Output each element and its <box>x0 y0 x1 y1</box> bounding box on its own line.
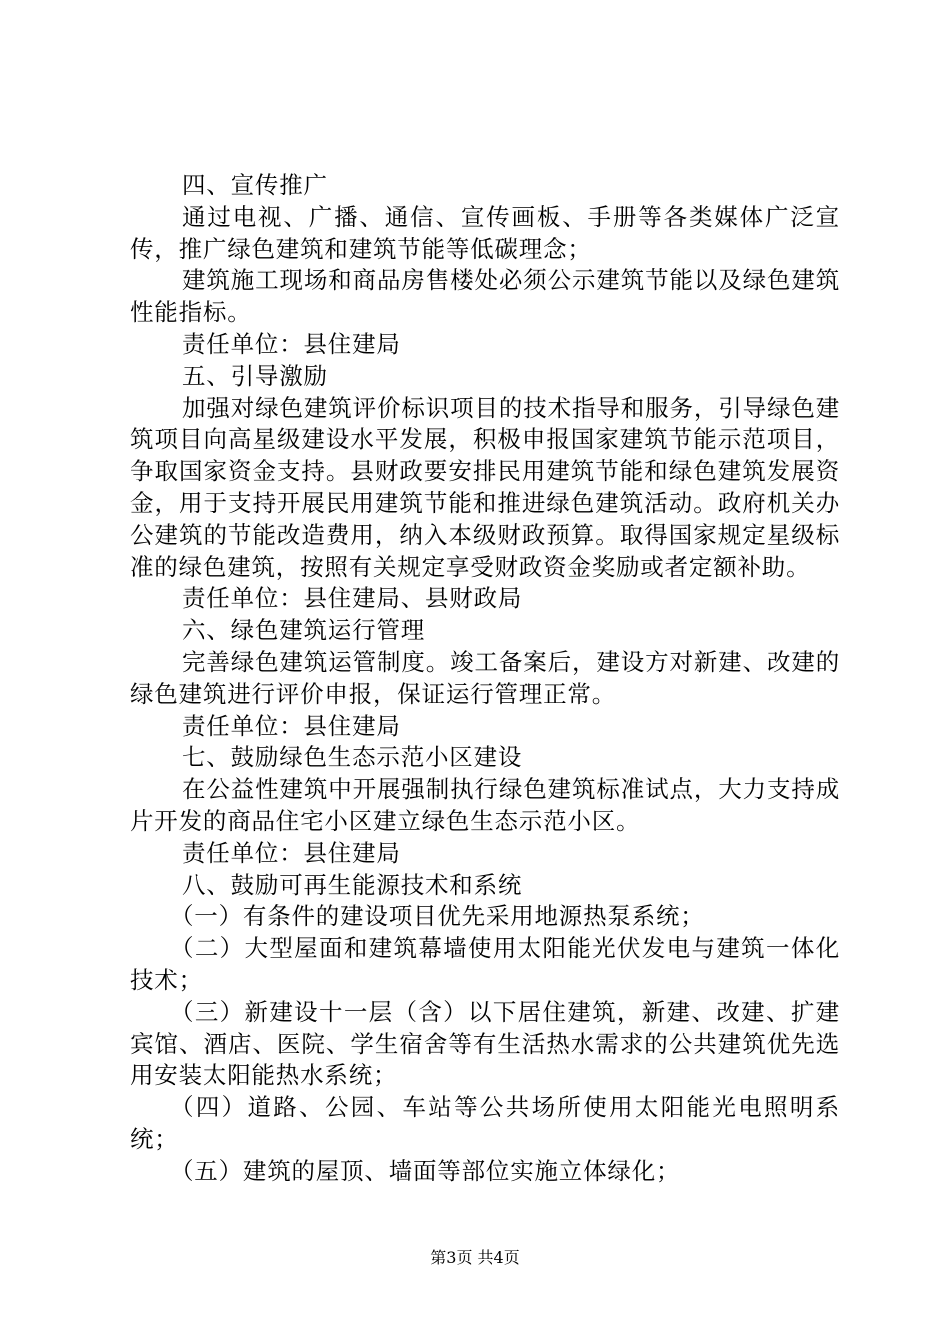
responsible-unit: 责任单位：县住建局、县财政局 <box>182 584 523 613</box>
responsible-unit: 责任单位：县住建局 <box>182 329 401 358</box>
list-item: （二）大型屋面和建筑幕墙使用太阳能光伏发电与建筑一体化技术； <box>130 934 840 994</box>
paragraph: 在公益性建筑中开展强制执行绿色建筑标准试点，大力支持成片开发的商品住宅小区建立绿色生态示范小区。 <box>130 775 840 835</box>
section-heading: 七、鼓励绿色生态示范小区建设 <box>182 743 523 772</box>
list-item: （一）有条件的建设项目优先采用地源热泵系统； <box>170 902 705 931</box>
responsible-unit: 责任单位：县住建局 <box>182 711 401 740</box>
responsible-unit: 责任单位：县住建局 <box>182 838 401 867</box>
list-item: （四）道路、公园、车站等公共场所使用太阳能光电照明系统； <box>130 1093 840 1153</box>
section-heading: 八、鼓励可再生能源技术和系统 <box>182 870 523 899</box>
document-body <box>130 170 840 1188</box>
paragraph: 加强对绿色建筑评价标识项目的技术指导和服务，引导绿色建筑项目向高星级建设水平发展，积极申报国家建筑节能示范项目，争取国家资金支持。县财政要安排民用建筑节能和绿色建筑发展资金，用于支持开展民用建筑节能和推进绿色建筑活动。政府机关办公建筑的节能改造费用，纳入本级财政预算。取得国家规定星级标准的绿色建筑，按照有关规定享受财政资金奖励或者定额补助。 <box>130 393 840 581</box>
section-heading: 四、宣传推广 <box>182 171 328 199</box>
list-item: （五）建筑的屋顶、墙面等部位实施立体绿化； <box>170 1156 681 1185</box>
section-heading: 五、引导激励 <box>182 361 328 390</box>
paragraph: 完善绿色建筑运管制度。竣工备案后，建设方对新建、改建的绿色建筑进行评价申报，保证运行管理正常。 <box>130 647 840 708</box>
section-heading: 六、绿色建筑运行管理 <box>182 616 425 645</box>
page-footer: 第3页 共4页 <box>430 1248 520 1267</box>
list-item: （三）新建设十一层（含）以下居住建筑，新建、改建、扩建宾馆、酒店、医院、学生宿舍等有生活热水需求的公共建筑优先选用安装太阳能热水系统； <box>130 997 840 1090</box>
paragraph: 通过电视、广播、通信、宣传画板、手册等各类媒体广泛宣传，推广绿色建筑和建筑节能等低碳理念； <box>130 202 840 263</box>
paragraph: 建筑施工现场和商品房售楼处必须公示建筑节能以及绿色建筑性能指标。 <box>130 266 840 327</box>
